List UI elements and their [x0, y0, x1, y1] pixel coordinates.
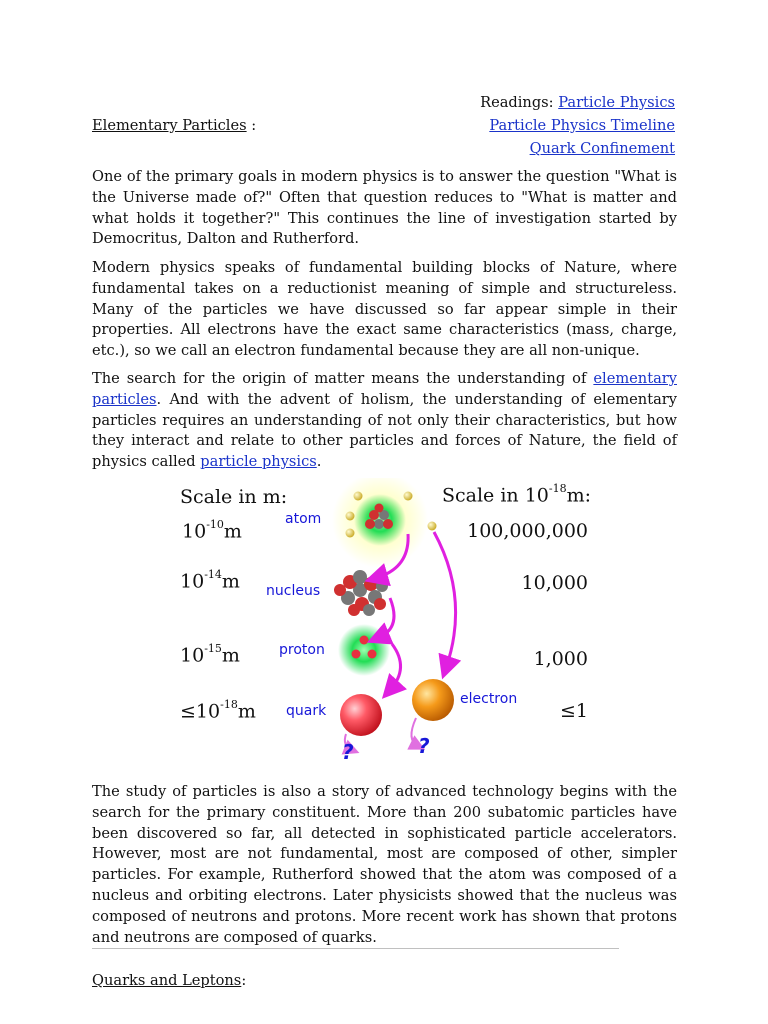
scale-figure — [170, 478, 600, 768]
scale-left-header: Scale in m: — [180, 486, 288, 508]
link-elementary-particles[interactable]: elementary particles — [92, 370, 677, 408]
paragraph-intro: One of the primary goals in modern physics is to answer the question "What is the Universe made of?" Often that question reduces to "What is matter and what holds it together?" This continues the line of investigation started by Democritus, Dalton and Rutherford. — [92, 168, 677, 248]
value-proton: 1,000 — [533, 648, 588, 670]
value-nucleus: 10,000 — [521, 572, 588, 594]
row-nucleus-scale: $10^{-14}m$ — [180, 568, 240, 593]
question-mark-electron: ? — [418, 734, 430, 758]
row-quark-scale: $\le 10^{-18}m$ — [180, 698, 256, 723]
section-divider — [92, 948, 619, 949]
proton-graphic — [338, 624, 390, 676]
link-quark-confinement[interactable]: Quark Confinement — [529, 140, 675, 157]
label-electron: electron — [460, 691, 518, 707]
scale-right-header-exp: -18 — [548, 482, 567, 495]
readings-line-3 — [530, 138, 675, 160]
atom-graphic — [332, 478, 437, 568]
question-mark-quark: ? — [342, 740, 354, 764]
paragraph-search-a: The search for the origin of matter means the understanding of — [92, 370, 594, 387]
scale-right-header-post: m: — [566, 484, 592, 507]
section-title-text: Quarks and Leptons — [92, 972, 242, 989]
section-title — [92, 970, 246, 992]
section-title-suffix: : — [241, 972, 247, 989]
link-particle-physics[interactable]: Particle Physics — [558, 94, 675, 111]
link-particle-physics-timeline[interactable]: Particle Physics Timeline — [489, 117, 675, 134]
paragraph-technology: The study of particles is also a story of advanced technology begins with the search for the primary constituent. More than 200 subatomic particles have been discovered so far, all detected in sophisticated particle accelerators. However, most are not fundamental, most are composed of other, simpler particles. For example, Rutherford showed that the atom was composed of a nucleus and orbiting electrons. Later physicists showed that the nucleus was composed of neutrons and protons. More recent work has shown that protons and neutrons are composed of quarks. — [92, 783, 677, 946]
paragraph-fundamental: Modern physics speaks of fundamental building blocks of Nature, where fundamental takes on a reductionist meaning of simple and structureless. Many of the particles we have discussed so far appear simple in their properties. All electrons have the exact same characteristics (mass, charge, etc.), so we call an electron fundamental because they are all non-unique. — [92, 259, 677, 360]
label-nucleus: nucleus — [266, 583, 321, 599]
readings-label: Readings: — [480, 94, 559, 111]
scale-right-header — [442, 484, 591, 506]
row-proton-scale: $10^{-15}m$ — [180, 642, 240, 667]
readings-line-2 — [489, 115, 675, 137]
page-title — [92, 115, 256, 137]
electron-graphic — [412, 679, 454, 721]
quark-graphic — [340, 694, 382, 736]
row-atom-scale: $10^{-10}m$ — [182, 518, 242, 543]
readings-line-1 — [480, 92, 675, 114]
label-proton: proton — [279, 642, 325, 658]
paragraph-search-b: . And with the advent of holism, the understanding of elementary particles requires an understanding of not only their characteristics, but how they interact and relate to other particles and forces of Nature, the field of physics called — [92, 390, 677, 471]
label-atom: atom — [285, 511, 322, 527]
page-title-text: Elementary Particles — [92, 117, 247, 134]
label-quark: quark — [286, 703, 327, 719]
link-particle-physics-inline[interactable]: particle physics — [200, 453, 317, 471]
value-atom: 100,000,000 — [467, 520, 588, 542]
value-quark: ≤1 — [559, 700, 588, 722]
paragraph-search-c: . — [316, 453, 322, 471]
page-title-suffix: : — [246, 117, 257, 134]
scale-right-header-pre: Scale in 10 — [442, 484, 549, 507]
paragraph-search — [92, 369, 677, 473]
